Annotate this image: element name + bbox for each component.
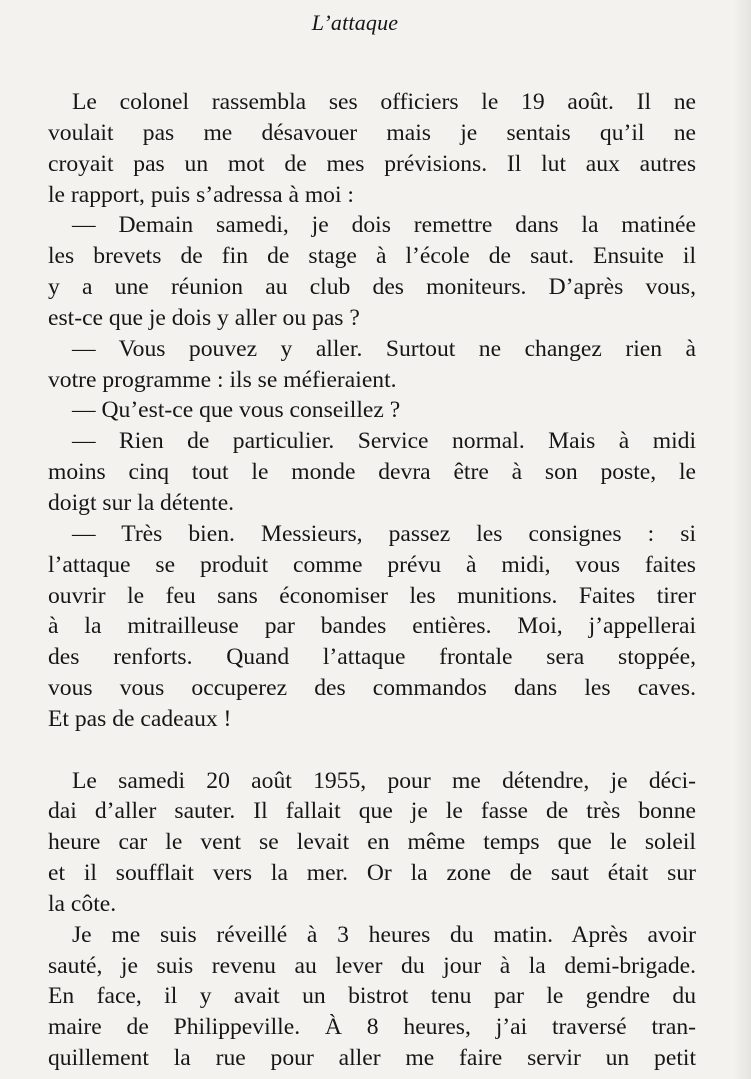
- text-line: dai d’aller sauter. Il fallait que je le fasse de très bonne: [48, 798, 696, 825]
- text-line: l’attaque se produit comme prévu à midi, vous faites: [48, 551, 696, 578]
- text-line: votre programme : ils se méfieraient.: [48, 366, 397, 393]
- text-line: — Qu’est-ce que vous conseillez ?: [72, 397, 401, 424]
- text-line: croyait pas un mot de mes prévisions. Il lut aux autres: [48, 150, 696, 177]
- text-line: vous vous occuperez des commandos dans les caves.: [48, 675, 696, 702]
- text-line: moins cinq tout le monde devra être à son poste, le: [48, 459, 696, 486]
- running-head: L’attaque: [311, 10, 399, 35]
- paragraph: [48, 395, 696, 426]
- text-line: Le colonel rassembla ses officiers le 19 août. Il ne: [72, 89, 696, 115]
- paragraph: [48, 519, 696, 735]
- text-line: les brevets de fin de stage à l’école de saut. Ensuite il: [48, 243, 696, 270]
- text-line: et il soufflait vers la mer. Or la zone de saut était sur: [48, 860, 696, 887]
- text-line: voulait pas me désavouer mais je sentais qu’il ne: [48, 119, 696, 146]
- text-line: Je me suis réveillé à 3 heures du matin. Après avoir: [72, 921, 696, 948]
- text-line: sauté, je suis revenu au lever du jour à la demi-brigade.: [48, 952, 696, 979]
- text-line: Et pas de cadeaux !: [48, 705, 232, 732]
- page-edge-shadow: [733, 0, 751, 1079]
- text-line: des renforts. Quand l’attaque frontale sera stoppée,: [48, 644, 696, 671]
- text-line: — Demain samedi, je dois remettre dans la matinée: [72, 212, 696, 239]
- paragraph: [48, 334, 696, 396]
- paragraph: [48, 87, 696, 210]
- text-line: — Vous pouvez y aller. Surtout ne changez rien à: [72, 335, 696, 362]
- body-text: [48, 87, 696, 1074]
- text-line: est-ce que je dois y aller ou pas ?: [48, 304, 360, 331]
- text-line: En face, il y avait un bistrot tenu par le gendre du: [48, 983, 696, 1010]
- text-line: le rapport, puis s’adressa à moi :: [48, 181, 354, 208]
- section-gap: [48, 735, 696, 766]
- text-line: doigt sur la détente.: [48, 489, 235, 516]
- text-line: quillement la rue pour aller me faire servir un petit: [48, 1045, 696, 1072]
- text-line: Le samedi 20 août 1955, pour me détendre, je déci-: [72, 767, 696, 794]
- text-line: maire de Philippeville. À 8 heures, j’ai traversé tran-: [48, 1014, 696, 1041]
- text-line: ouvrir le feu sans économiser les munitions. Faites tirer: [48, 582, 696, 609]
- text-line: — Rien de particulier. Service normal. Mais à midi: [72, 428, 696, 455]
- text-line: à la mitrailleuse par bandes entières. Moi, j’appellerai: [48, 613, 696, 640]
- paragraph: [48, 766, 696, 920]
- paragraph: [48, 426, 696, 519]
- paragraph: [48, 920, 696, 1074]
- text-line: — Très bien. Messieurs, passez les consignes : si: [72, 520, 696, 547]
- text-line: heure car le vent se levait en même temps que le soleil: [48, 829, 696, 856]
- text-line: la côte.: [48, 890, 117, 917]
- paragraph: [48, 210, 696, 333]
- text-line: y a une réunion au club des moniteurs. D’après vous,: [48, 274, 696, 301]
